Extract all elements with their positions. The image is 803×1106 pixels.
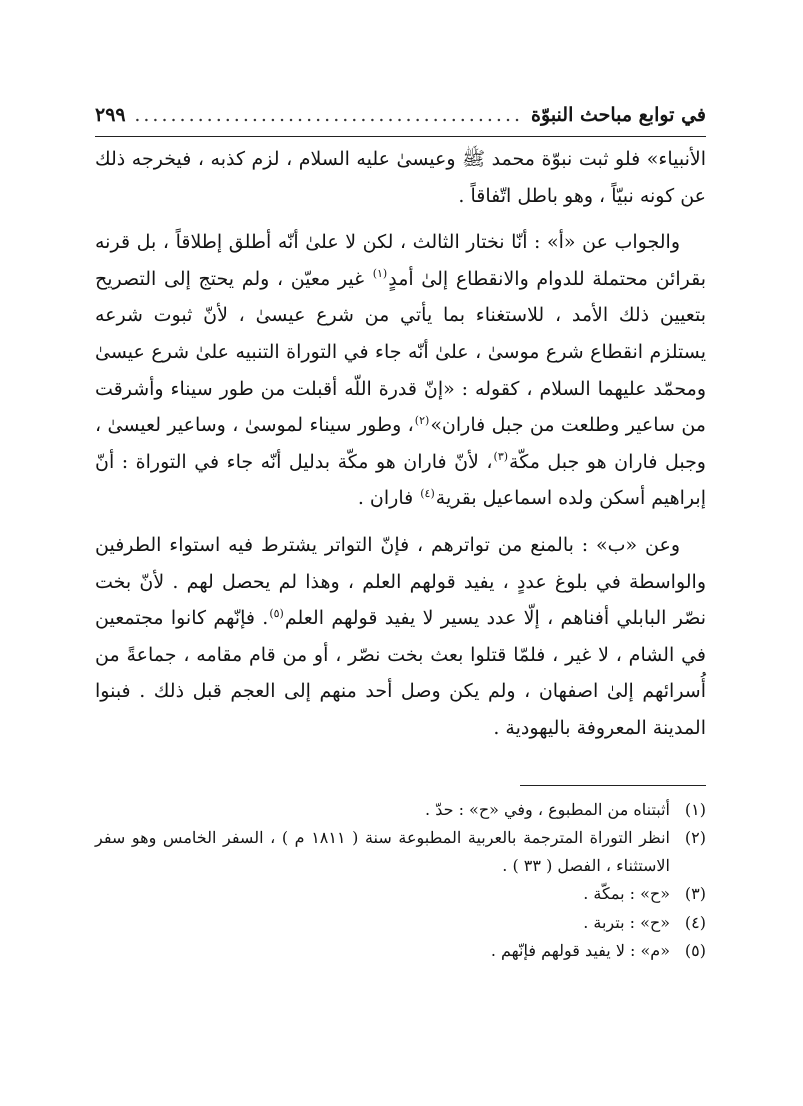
footnote-text: «م» : لا يفيد قولهم فإنّهم . [490, 940, 670, 960]
footnote-number: (١) [684, 799, 706, 819]
footnote-text: «ح» : بتربة . [583, 912, 670, 932]
footnote [95, 937, 706, 965]
paragraph-text: غير معيّن ، ولم يحتج إلى التصريح بتعيين ذلك الأمد ، للاستغناء بما يأتي من شرع عيسىٰ ، لأنّ ثبوت شرعه يستلزم انقطاع شرع موسىٰ ، علىٰ أنّه جاء في التوراة التنبيه علىٰ شرع عيسىٰ ومحمّد عليهما السلام ، كقوله : «إنّ قدرة اللّه أقبلت من طور سيناء وأشرقت من ساعير وطلعت من جبل فاران» [95, 267, 706, 437]
footnote-reference: (١) [372, 267, 388, 281]
footnote-text: انظر التوراة المترجمة بالعربية المطبوعة سنة ( ١٨١١ م ) ، السفر الخامس وهو سفر الاستثناء ، الفصل ( ٣٣ ) . [95, 827, 670, 876]
footnote [95, 909, 706, 937]
paragraph-text: . فإنّهم كانوا مجتمعين في الشام ، لا غير ، فلمّا قتلوا بعث بخت نصّر ، أو من قام مقامه ، جماعةً من أُسرائهم إلىٰ اصفهان ، ولم يكن وصل أحد منهم إلى العجم قبل ذلك . فبنوا المدينة المعروفة باليهودية . [95, 607, 706, 739]
paragraph-text: والجواب عن «أ» : أنّا نختار الثالث ، لكن لا علىٰ أنّه أطلق إطلاقاً ، بل قرنه بقرائن محتملة للدوام والانقطاع إلىٰ أمدٍ [95, 231, 706, 290]
paragraph [95, 224, 706, 517]
footnotes [95, 796, 706, 966]
footnote-number: (٥) [684, 940, 706, 960]
paragraph-text: الأنبياء» فلو ثبت نبوّة محمد ﷺ وعيسىٰ عليه السلام ، لزم كذبه ، فيخرجه ذلك عن كونه نبيّاً ، وهو باطل اتّفاقاً . [95, 148, 706, 207]
footnote-divider [520, 785, 706, 786]
page-number: ٢٩٩ [95, 104, 126, 126]
chapter-title: في توابع مباحث النبوّة [531, 104, 706, 126]
footnote [95, 880, 706, 908]
paragraph-text: وعن «ب» : بالمنع من تواترهم ، فإنّ التواتر يشترط فيه استواء الطرفين والواسطة في بلوغ عددٍ ، يفيد قولهم العلم ، وهذا لم يحصل لهم . لأنّ بخت نصّر البابلي أفناهم ، إلّا عدد يسير لا يفيد قولهم العلم [95, 533, 706, 630]
paragraph-text: ، لأنّ فاران هو مكّة بدليل أنّه جاء في التوراة : أنّ إبراهيم أسكن ولده اسماعيل بقرية [95, 450, 706, 510]
footnote-number: (٢) [684, 827, 706, 847]
paragraph-text: فاران . [357, 487, 420, 510]
paragraph-text: ، وطور سيناء لموسىٰ ، وساعير لعيسىٰ ، وجبل فاران هو جبل مكّة [95, 414, 706, 473]
footnote-number: (٤) [684, 912, 706, 932]
leader-dots [134, 104, 523, 126]
running-header [95, 104, 706, 137]
footnote-reference: (٥) [269, 606, 284, 620]
footnote-text: «ح» : بمكّة . [583, 884, 670, 904]
body-text [95, 141, 706, 747]
footnote-reference: (٢) [414, 413, 430, 427]
footnote [95, 824, 706, 881]
footnote-text: أثبتناه من المطبوع ، وفي «ح» : حدّ . [425, 799, 670, 819]
paragraph [95, 527, 706, 747]
footnote-reference: (٣) [493, 450, 509, 464]
footnote-reference: (٤) [420, 487, 435, 501]
footnote [95, 796, 706, 824]
book-page [95, 104, 706, 965]
paragraph [95, 141, 706, 214]
footnote-number: (٣) [684, 884, 706, 904]
